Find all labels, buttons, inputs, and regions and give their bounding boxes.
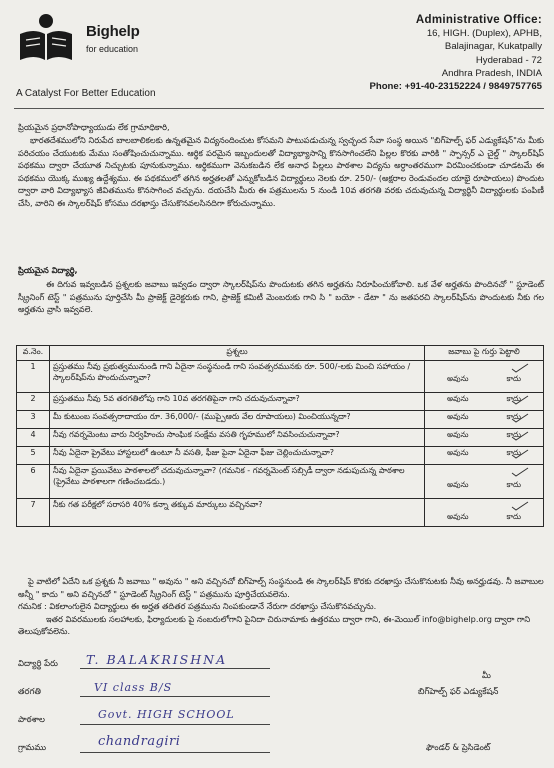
school-underline [80, 724, 270, 725]
answer-cell [425, 499, 544, 527]
answer-cell [425, 465, 544, 499]
answer-yes[interactable]: అవును [446, 448, 469, 457]
checkmark-icon [511, 501, 529, 511]
row-number: 5 [17, 447, 50, 465]
answer-yes[interactable]: అవును [446, 480, 469, 489]
bighelp-logo-icon [16, 12, 76, 64]
question-text: నీవు ఏదైనా ప్రైవేటు హాస్టలులో ఉంటూ నీ వసతి, ఫీజు పైనా ఏదైనా ఫీజు చెల్లించుచున్నావా? [50, 447, 425, 465]
row-number: 3 [17, 411, 50, 429]
checkmark-icon [511, 431, 529, 441]
answer-no[interactable]: కాదు [506, 430, 522, 439]
question-text: నీకు గత పరీక్షలో సరాసరి 40% కన్నా తక్కువ మార్కులు వచ్చినవా? [50, 499, 425, 527]
address-line: 16, HIGH. (Duplex), APHB, [426, 28, 542, 40]
checkmark-icon [511, 467, 529, 477]
answer-yes[interactable]: అవును [446, 394, 469, 403]
disability-note: గమనిక : వికలాంగులైన విద్యార్థులు ఈ అర్హత తదితర పత్రమును నింపకుండానే నేరుగా దరఖాస్తు చేసుకొనవచ్చును. [18, 601, 377, 612]
answer-cell [425, 447, 544, 465]
answer-yes[interactable]: అవును [446, 412, 469, 421]
table-row [17, 411, 544, 429]
question-text: నీవు ఏదైనా ప్రయివేటు పాఠశాలలో చదువుచున్నావా? (గమనిక - గవర్నమెంట్ సబ్సిడీ ద్వారా నడుపుచున్న పాఠశాల (ప్రైవేటు పాఠశాలగా గణించబడదు.) [50, 465, 425, 499]
class-underline [80, 696, 270, 697]
answer-no[interactable]: కాదు [506, 394, 522, 403]
question-text: మీ కుటుంబ సంవత్సరాదాయం రూ. 36,000/- (ముప్పైఆరు వేల రూపాయలు) మించియున్నదా? [50, 411, 425, 429]
address-line: Balajinagar, Kukatpally [444, 41, 542, 53]
question-text: ప్రస్తుతము నీవు ప్రభుత్వమునుండి గాని ఏదైనా సంస్థనుండి గాని సంవత్సరమునకు రూ. 500/-లకు మించి సహాయం / స్కాలర్‌షిప్‌ను పొందుచున్నావా? [50, 361, 425, 393]
answer-cell [425, 411, 544, 429]
answer-cell [425, 429, 544, 447]
address-line: Andhra Pradesh, INDIA [441, 67, 542, 79]
header-divider [14, 108, 544, 109]
village-value[interactable]: chandragiri [98, 734, 181, 749]
student-greeting: ప్రియమైన విద్యార్థి, [18, 265, 78, 275]
checkmark-icon [511, 449, 529, 459]
class-value[interactable]: VI class B/S [94, 681, 173, 694]
village-label: గ్రామము [18, 742, 47, 752]
table-row [17, 393, 544, 411]
answer-no[interactable]: కాదు [506, 412, 522, 421]
answer-no[interactable]: కాదు [506, 480, 522, 489]
brand-name: Bighelp [86, 23, 140, 40]
row-number: 1 [17, 361, 50, 393]
row-number: 6 [17, 465, 50, 499]
eligibility-table [16, 345, 544, 527]
disqualify-note: పై వాటిలో ఏదేని ఒక ప్రశ్నకు నీ జవాబు " అవును " అని వచ్చినచో బిగ్‌హెల్ప్ సంస్థనుండి ఈ స్కాలర్‌షిప్ కొరకు దరఖాస్తు చేసుకొనుటకు నీవు అనర్హుడవు. నీ జవాబుల అన్నీ " కాదు " అని వచ్చినచో " స్టూడెంట్ స్క్రీనింగ్ టెస్ట్ " పత్రమును పూర్తిచేయవలెను. [18, 576, 544, 599]
answer-yes[interactable]: అవును [446, 374, 469, 383]
table-row [17, 361, 544, 393]
brand-subtitle: for education [86, 44, 139, 54]
salutation: ప్రియమైన ప్రధానోపాధ్యాయుడు లేక గ్రామాధికారి, [18, 122, 170, 132]
name-underline [80, 668, 270, 669]
table-row [17, 429, 544, 447]
tagline: A Catalyst For Better Education [16, 88, 156, 99]
col-number-header: వ.నెం. [17, 346, 50, 361]
student-name-label: విద్యార్థి పేరు [18, 658, 58, 668]
answer-yes[interactable]: అవును [446, 512, 469, 521]
answer-cell [425, 393, 544, 411]
table-header-row [17, 346, 544, 361]
signoff-yours: మీ [482, 670, 491, 680]
answer-cell [425, 361, 544, 393]
intro-paragraph: భారతదేశములోని నిరుపేద బాలబాలికలకు ఉన్నతమైన విద్యనందించుట కోసమని పాటుపడుచున్న స్వచ్ఛంద సేవా సంస్థ అయిన "బిగ్‌హెల్ప్ ఫర్ ఎడ్యుకేషన్"ను మీకు పరిచయం చేయుటకు మేము సంతోషించుచున్నాము. ఆర్థిక పరమైన ఇబ్బందులతో విద్యాభ్యాసాన్ని కొనసాగించలేని పిల్లల కొరకు వారికి " స్పాన్సర్ ఎ చైల్డ్ " స్కాలర్‌షిప్ పథకము ద్వారా చేయూత నిచ్చుటకు పూనుకున్నాము. ఆర్థికముగా వెనుకబడిన లేక అనాధ పిల్లలు పాఠశాల విద్యను అర్ధాంతరముగా విరమించకుండా చూడటమే ఈ పథకము యొక్క ముఖ్య ఉద్దేశ్యము. ఈ పథకములో తగిన అర్హతలతో ఎన్నుకోబడిన విద్యార్థులు నెలకు రూ. 250/- (అక్షరాల రెండువందల యాభై రూపాయలు) పొందుట ద్వారా వారి విద్యాభ్యాస జీవితమును కొనసాగించ వచ్చును. దయచేసి మీరు ఈ పత్రములను 5 నుండి 10వ తరగతి వరకు చదువుచున్న విద్యార్థినీ విద్యార్థులకు పంపిణీ చేసి, వారిని ఈ స్కాలర్‌షిప్ కోసము దరఖాస్తు చేసుకొనవలసినదిగా కోరుచున్నాము. [18, 135, 544, 208]
address-line: Hyderabad - 72 [475, 54, 542, 66]
signoff-title: ఫౌండర్ & ప్రెసిడెంట్ [426, 742, 491, 752]
instruction-paragraph: ఈ దిగువ ఇవ్వబడిన ప్రశ్నలకు జవాబు ఇవ్వడం ద్వారా స్కాలర్‌షిప్‌ను పొందుటకు తగిన అర్హతను నిరూపించుకోవాలి. ఒక వేళ అర్హతను పొందినచో " స్టూడెంట్ స్క్రీనింగ్ టెస్ట్ " పత్రమును పూర్తిచేసి మీ ప్రాజెక్ట్ డైరెక్టరుకు గాని, ప్రాజెక్ట్ కమిటీ మెంబరుకు గాని సి " బయో - డేటా " ను జతపరచి స్కాలర్‌షిప్‌ను పొందుటకు నీకు గల అర్హతను వ్రాసి ఇవ్వవలె. [18, 279, 544, 315]
answer-no[interactable]: కాదు [506, 448, 522, 457]
checkmark-icon [511, 395, 529, 405]
table-row [17, 465, 544, 499]
village-underline [80, 752, 270, 753]
closing-paragraph [18, 575, 544, 638]
checkmark-icon [511, 413, 529, 423]
row-number: 2 [17, 393, 50, 411]
office-address [369, 14, 542, 93]
answer-no[interactable]: కాదు [506, 374, 522, 383]
phone-number: Phone: +91-40-23152224 / 9849757765 [369, 81, 542, 93]
checkmark-icon [511, 363, 529, 373]
school-value[interactable]: Govt. HIGH SCHOOL [98, 708, 235, 721]
answer-no[interactable]: కాదు [506, 512, 522, 521]
answer-yes[interactable]: అవును [446, 430, 469, 439]
row-number: 7 [17, 499, 50, 527]
student-name-value[interactable]: T. BALAKRISHNA [86, 652, 228, 667]
office-title: Administrative Office: [415, 14, 542, 26]
col-questions-header: ప్రశ్నలు [50, 346, 425, 361]
table-row [17, 447, 544, 465]
question-text: ప్రస్తుతము నీవు 5వ తరగతిలోపు గాని 10వ తరగతిపైనా గాని చదువుచున్నావా? [50, 393, 425, 411]
school-label: పాఠశాల [18, 714, 45, 724]
question-text: నీవు గవర్నమెంటు వారు నిర్వహించు సాంఘిక సంక్షేమ వసతి గృహములో నివసించుచున్నావా? [50, 429, 425, 447]
class-label: తరగతి [18, 686, 41, 696]
table-row [17, 499, 544, 527]
row-number: 4 [17, 429, 50, 447]
col-answer-header: జవాబు పై గుర్తు పెట్టాలి [425, 346, 544, 361]
contact-note: ఇతర వివరములకు సలహాలకు, ఫిర్యాదులకు పై నంబరులోగాని పైనిదా చిరునామాకు ఉత్తరము ద్వారా గాని, ఈ-మెయిల్ info@bighelp.org ద్వారా గాని తెలుపుకోవలెను. [18, 613, 531, 637]
signoff-org: బిగ్‌హెల్ప్ ఫర్ ఎడ్యుకేషన్ [418, 686, 499, 696]
